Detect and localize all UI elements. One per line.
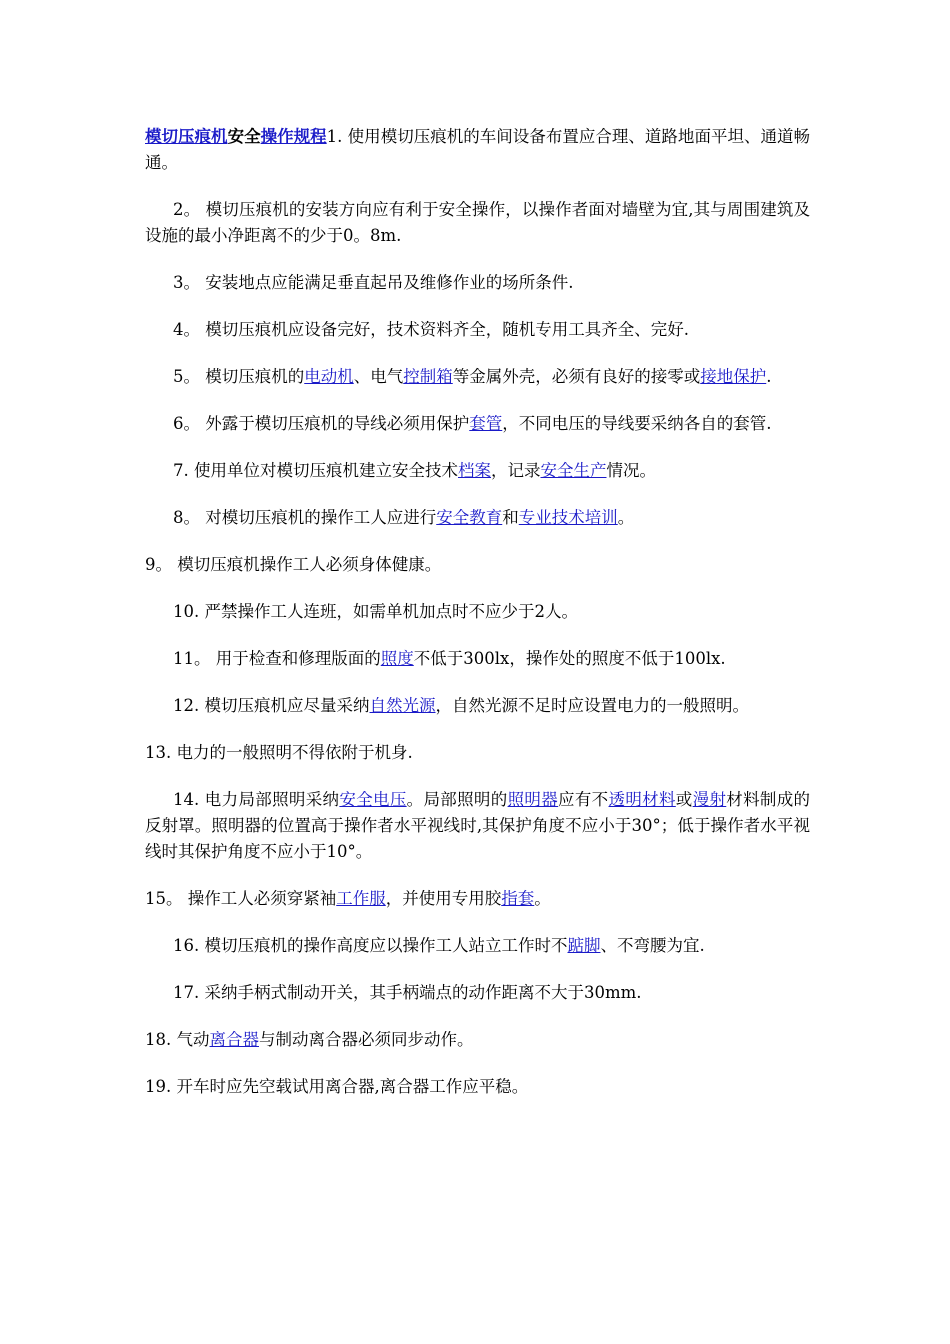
paragraph-1 xyxy=(145,124,810,176)
paragraph-9 xyxy=(145,552,810,578)
paragraph-14 xyxy=(145,787,810,865)
paragraph-18-text: 18. 气动 xyxy=(145,1030,210,1049)
link-illuminance[interactable]: 照度 xyxy=(380,649,414,668)
link-transparent-material[interactable]: 透明材料 xyxy=(608,790,676,809)
paragraph-17-text: 17. 采纳手柄式制动开关，其手柄端点的动作距离不大于30mm. xyxy=(173,983,642,1002)
title-link-rules[interactable]: 操作规程 xyxy=(260,127,327,146)
paragraph-15 xyxy=(145,886,810,912)
link-professional-training[interactable]: 专业技术培训 xyxy=(518,508,618,527)
paragraph-14-text-3: 应有不 xyxy=(558,790,609,809)
link-control-box[interactable]: 控制箱 xyxy=(403,367,453,386)
paragraph-12-text-2: ，自然光源不足时应设置电力的一般照明。 xyxy=(435,696,749,715)
paragraph-12 xyxy=(145,693,810,719)
paragraph-7-text-2: ，记录 xyxy=(491,461,541,480)
paragraph-3-text: 3。 安装地点应能满足垂直起吊及维修作业的场所条件. xyxy=(173,273,574,292)
paragraph-13-text: 13. 电力的一般照明不得依附于机身. xyxy=(145,743,413,762)
paragraph-11-text-2: 不低于300lx，操作处的照度不低于100lx. xyxy=(413,649,726,668)
paragraph-17 xyxy=(145,980,810,1006)
paragraph-4-text: 4。 模切压痕机应设备完好，技术资料齐全，随机专用工具齐全、完好. xyxy=(173,320,689,339)
paragraph-16-text-2: 、不弯腰为宜. xyxy=(600,936,705,955)
document-body xyxy=(145,124,810,1121)
paragraph-15-text: 15。 操作工人必须穿紧袖 xyxy=(145,889,337,908)
paragraph-19-text: 19. 开车时应先空载试用离合器,离合器工作应平稳。 xyxy=(145,1077,529,1096)
link-tiptoe[interactable]: 踮脚 xyxy=(567,936,601,955)
link-work-clothes[interactable]: 工作服 xyxy=(336,889,386,908)
paragraph-18-text-2: 与制动离合器必须同步动作。 xyxy=(259,1030,474,1049)
paragraph-11-text: 11。 用于检查和修理版面的 xyxy=(173,649,381,668)
paragraph-2-text: 2。 模切压痕机的安装方向应有利于安全操作，以操作者面对墙壁为宜,其与周围建筑及设施的最小净距离不的少于0。8m. xyxy=(145,200,810,245)
paragraph-3 xyxy=(145,270,810,296)
paragraph-7 xyxy=(145,458,810,484)
paragraph-19 xyxy=(145,1074,810,1100)
paragraph-6 xyxy=(145,411,810,437)
paragraph-8-text-3: 。 xyxy=(617,508,635,527)
link-safety-voltage[interactable]: 安全电压 xyxy=(339,790,407,809)
link-grounding[interactable]: 接地保护 xyxy=(700,367,767,386)
paragraph-8 xyxy=(145,505,810,531)
paragraph-1-text: 1. 使用模切压痕机的车间设备布置应合理、道路地面平坦、通道畅通。 xyxy=(145,127,811,172)
paragraph-8-text-2: 和 xyxy=(502,508,519,527)
link-natural-light[interactable]: 自然光源 xyxy=(369,696,436,715)
paragraph-8-text: 8。 对模切压痕机的操作工人应进行 xyxy=(173,508,437,527)
link-archive[interactable]: 档案 xyxy=(458,461,491,480)
link-diffuse[interactable]: 漫射 xyxy=(692,790,727,809)
paragraph-14-text-5: 材料制成的反射罩。照明器的位置高于操作者水平视线时,其保护角度不应小于30°；低于操作者水平视线时其保护角度不应小于10°。 xyxy=(145,790,811,861)
paragraph-6-text-2: ，不同电压的导线要采纳各自的套管. xyxy=(502,414,772,433)
paragraph-5-text: 5。 模切压痕机的 xyxy=(173,367,305,386)
paragraph-4 xyxy=(145,317,810,343)
paragraph-12-text: 12. 模切压痕机应尽量采纳 xyxy=(173,696,370,715)
paragraph-16-text: 16. 模切压痕机的操作高度应以操作工人站立工作时不 xyxy=(173,936,568,955)
paragraph-15-text-3: 。 xyxy=(534,889,551,908)
title-link-machine[interactable]: 模切压痕机 xyxy=(145,127,228,146)
paragraph-11 xyxy=(145,646,810,672)
paragraph-13 xyxy=(145,740,810,766)
paragraph-16 xyxy=(145,933,810,959)
paragraph-18 xyxy=(145,1027,810,1053)
paragraph-10-text: 10. 严禁操作工人连班，如需单机加点时不应少于2人。 xyxy=(173,602,578,621)
paragraph-2 xyxy=(145,197,810,249)
link-safe-production[interactable]: 安全生产 xyxy=(540,461,607,480)
paragraph-5-text-2: 、电气 xyxy=(353,367,404,386)
paragraph-9-text: 9。 模切压痕机操作工人必须身体健康。 xyxy=(145,555,442,574)
link-finger-cot[interactable]: 指套 xyxy=(501,889,535,908)
paragraph-15-text-2: ，并使用专用胶 xyxy=(385,889,502,908)
paragraph-5-text-3: 等金属外壳，必须有良好的接零或 xyxy=(452,367,701,386)
link-luminaire[interactable]: 照明器 xyxy=(507,790,559,809)
link-clutch[interactable]: 离合器 xyxy=(209,1030,259,1049)
paragraph-7-text-3: 情况。 xyxy=(606,461,656,480)
paragraph-5-text-4: . xyxy=(766,367,772,386)
title-bold-safety: 安全 xyxy=(227,127,261,146)
paragraph-14-text: 14. 电力局部照明采纳 xyxy=(173,790,340,809)
paragraph-10 xyxy=(145,599,810,625)
paragraph-7-text: 7. 使用单位对模切压痕机建立安全技术 xyxy=(173,461,458,480)
paragraph-6-text: 6。 外露于模切压痕机的导线必须用保护 xyxy=(173,414,470,433)
paragraph-14-text-2: 。局部照明的 xyxy=(406,790,508,809)
link-conduit[interactable]: 套管 xyxy=(469,414,503,433)
paragraph-5 xyxy=(145,364,810,390)
link-motor[interactable]: 电动机 xyxy=(304,367,354,386)
paragraph-14-text-4: 或 xyxy=(675,790,693,809)
link-safety-education[interactable]: 安全教育 xyxy=(436,508,503,527)
